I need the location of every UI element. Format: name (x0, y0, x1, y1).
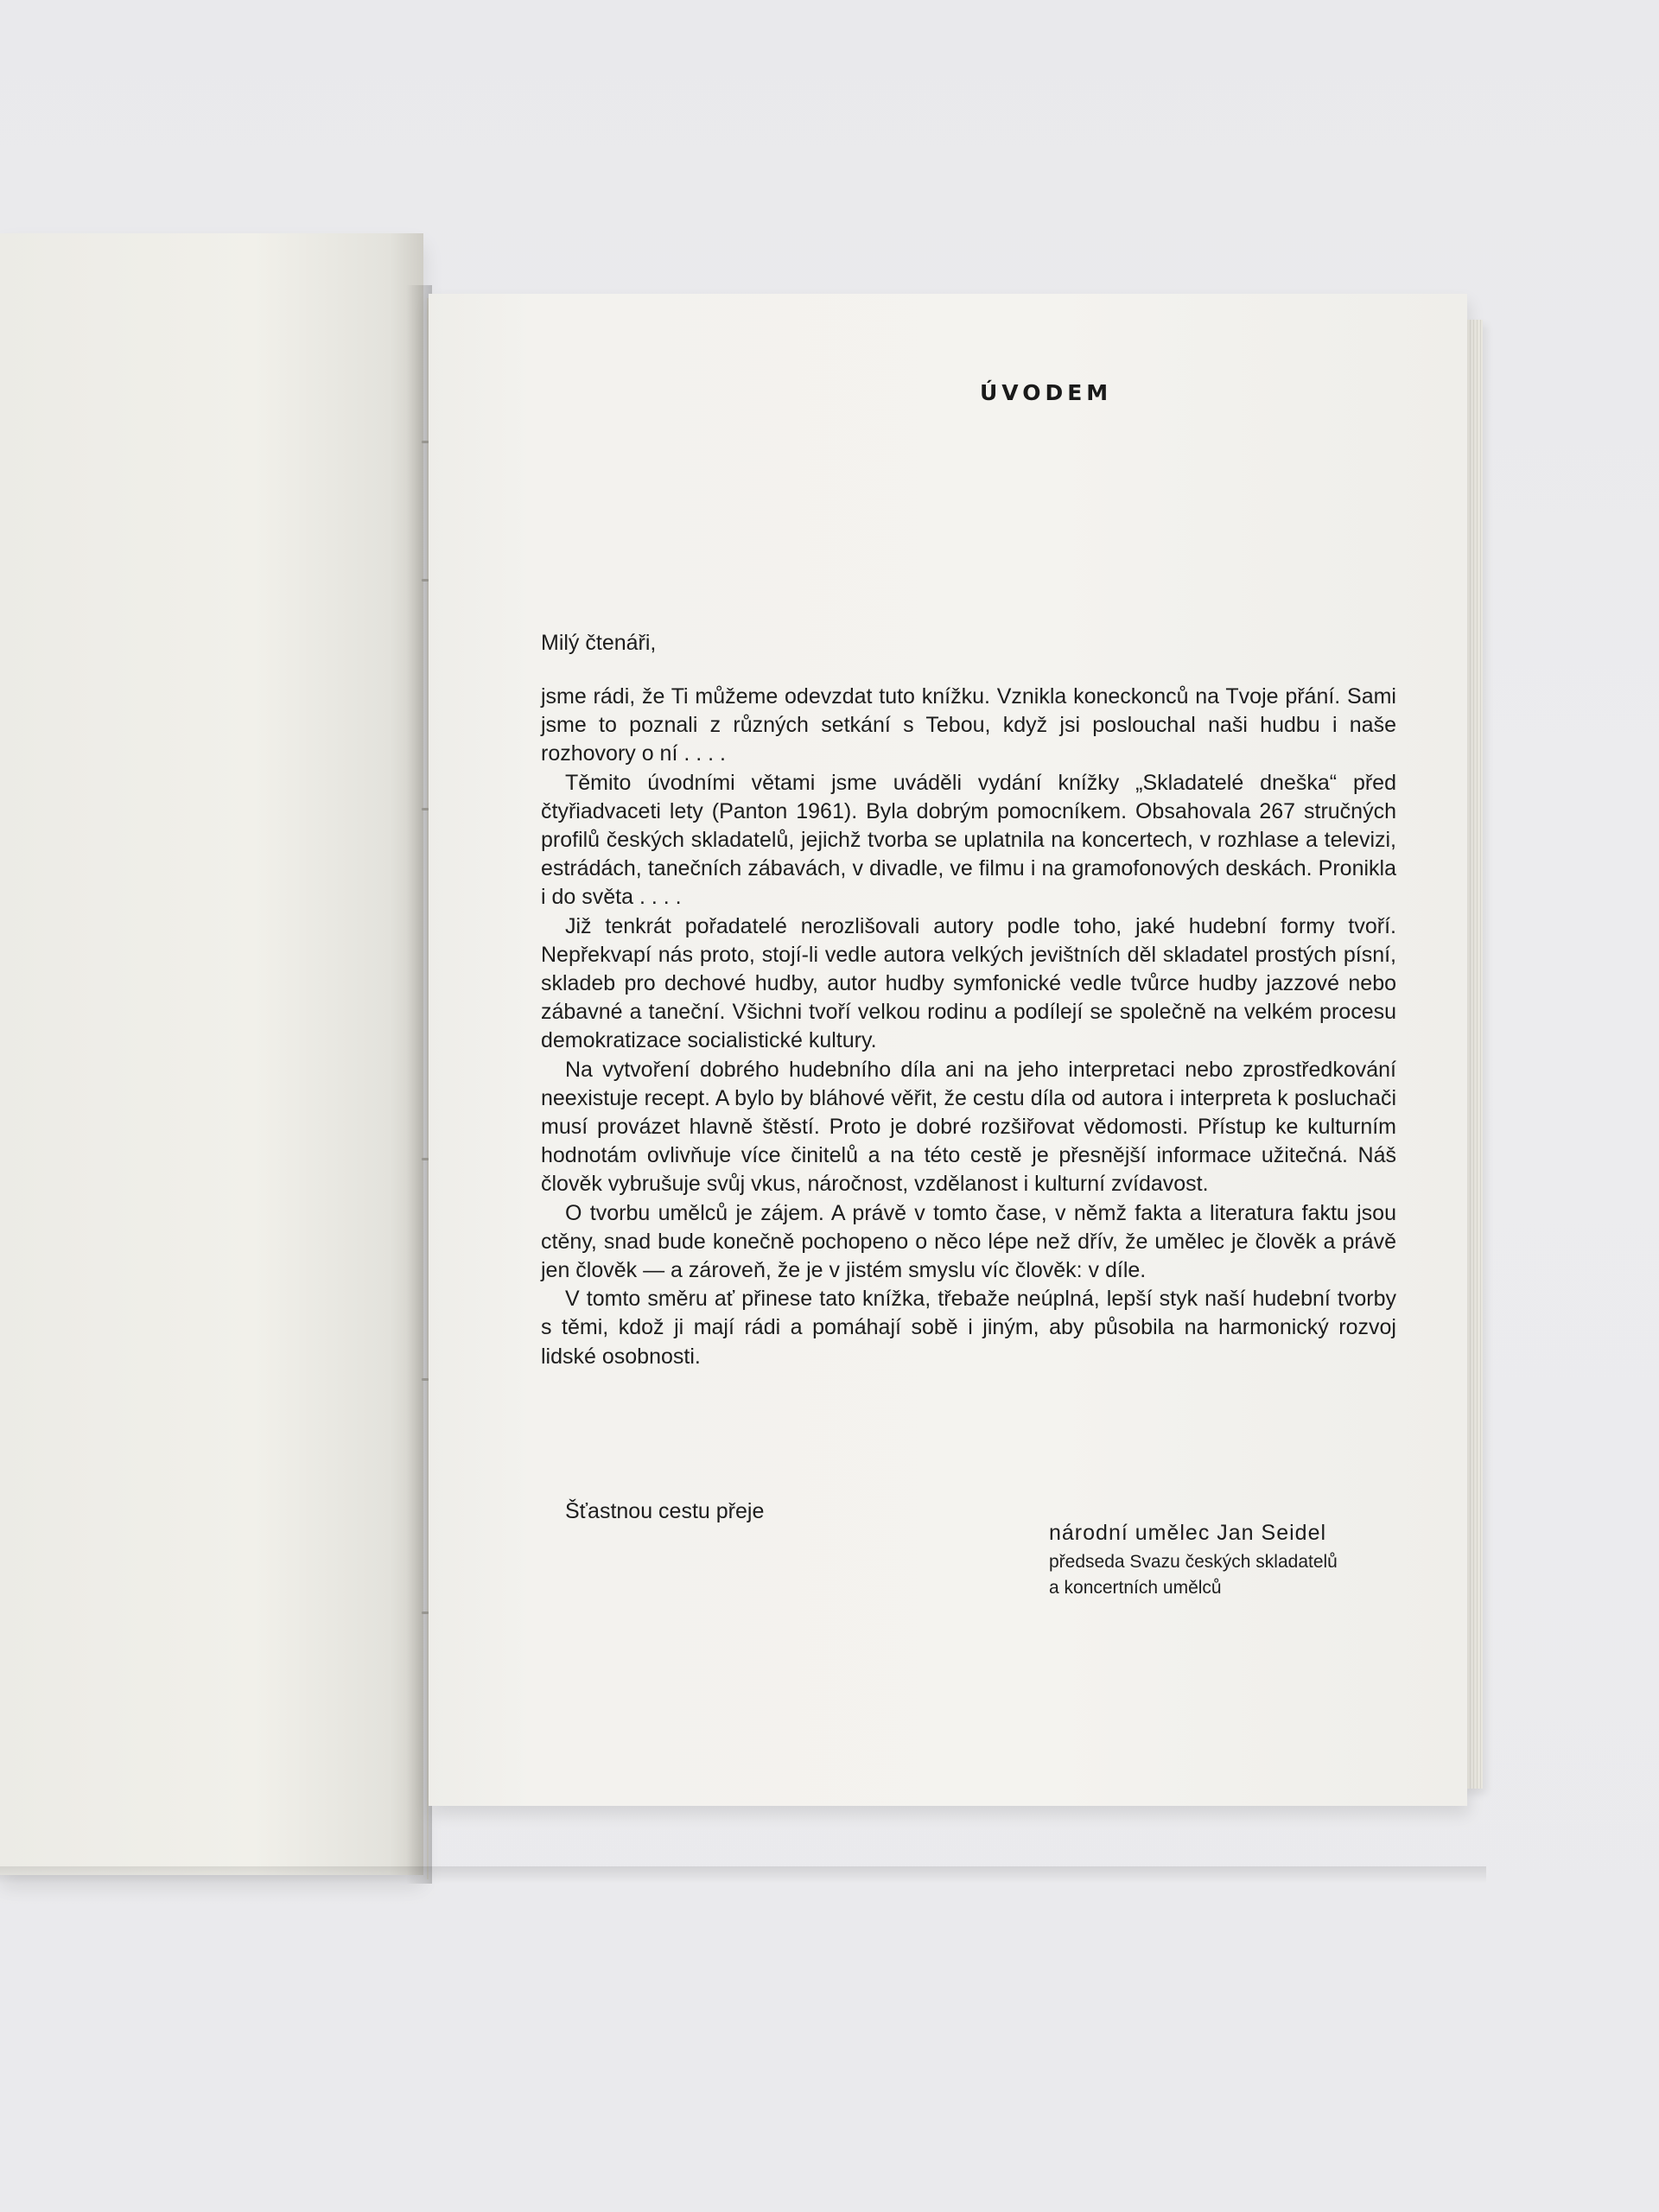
paragraph: jsme rádi, že Ti můžeme odevzdat tuto knížku. Vznikla koneckonců na Tvoje přání. Sami jsme to poznali z různých setkání s Tebou, když jsi poslouchal naši hudbu i naše rozhovory o ní . . . . (541, 684, 1396, 766)
binding-stitch (422, 579, 429, 582)
binding-stitch (422, 441, 429, 443)
paragraph: O tvorbu umělců je zájem. A právě v tomto čase, v němž fakta a literatura faktu jsou ctěny, snad bude konečně pochopeno o něco lépe než dřív, že umělec je člověk a právě jen člověk — a zároveň, že je v jistém smyslu víc člověk: v díle. (541, 1200, 1396, 1283)
binding-stitch (422, 1158, 429, 1160)
signature-role: a koncertních umělců (1049, 1578, 1222, 1598)
binding-stitch (422, 1378, 429, 1381)
binding-stitch (422, 808, 429, 810)
paragraph: Na vytvoření dobrého hudebního díla ani na jeho interpretaci nebo zprostředkování neexistuje recept. A bylo by bláhové věřit, že cestu díla od autora i interpreta k posluchači musí provázet hlavně štěstí. Proto je dobré rozšiřovat vědomosti. Přístup ke kulturním hodnotám ovlivňuje více činitelů a na této cestě je přesnější informace užitečná. Náš člověk vybrušuje svůj vkus, náročnost, vzdělanost i kulturní zvídavost. (541, 1057, 1396, 1197)
show-through-ghost-text (95, 337, 125, 432)
signature-block (1049, 1516, 1338, 1601)
paragraph: Těmito úvodními větami jsme uváděli vydání knížky „Skladatelé dneška“ před čtyřiadvaceti lety (Panton 1961). Byla dobrým pomocníkem. Obsahovala 267 stručných profilů českých skladatelů, jejichž tvorba se uplatnila na koncertech, v rozhlase a televizi, estrádách, tanečních zábavách, v divadle, ve filmu i na gramofonových deskách. Pronikla i do světa . . . . (541, 770, 1396, 910)
paragraph: V tomto směru ať přinese tato knížka, třebaže neúplná, lepší styk naší hudební tvorby s těmi, kdož ji mají rádi a pomáhají sobě i jiným, aby působila na harmonický rozvoj lidské osobnosti. (541, 1287, 1396, 1369)
signature-role: předseda Svazu českých skladatelů (1049, 1552, 1338, 1572)
salutation: Milý čtenáři, (541, 631, 657, 655)
signature-name: národní umělec Jan Seidel (1049, 1521, 1327, 1545)
page-heading: ÚVODEM (980, 380, 1113, 405)
binding-stitch (422, 1611, 429, 1614)
closing-line: Šťastnou cestu přeje (565, 1499, 765, 1523)
paragraph: Již tenkrát pořadatelé nerozlišovali autory podle toho, jaké hudební formy tvoří. Nepřekvapí nás proto, stojí-li vedle autora velkých jevištních děl skladatel prostých písní, skladeb pro dechové hudby, autor hudby symfonické vedle tvůrce hudby jazzové nebo zábavné a taneční. Všichni tvoří velkou rodinu a podílejí se společně na velkém procesu demokratizace socialistické kultury. (541, 913, 1396, 1053)
left-facing-page (0, 233, 423, 1875)
right-page (429, 294, 1467, 1806)
body-text (541, 683, 1396, 1371)
book-shadow (0, 1866, 1486, 1884)
